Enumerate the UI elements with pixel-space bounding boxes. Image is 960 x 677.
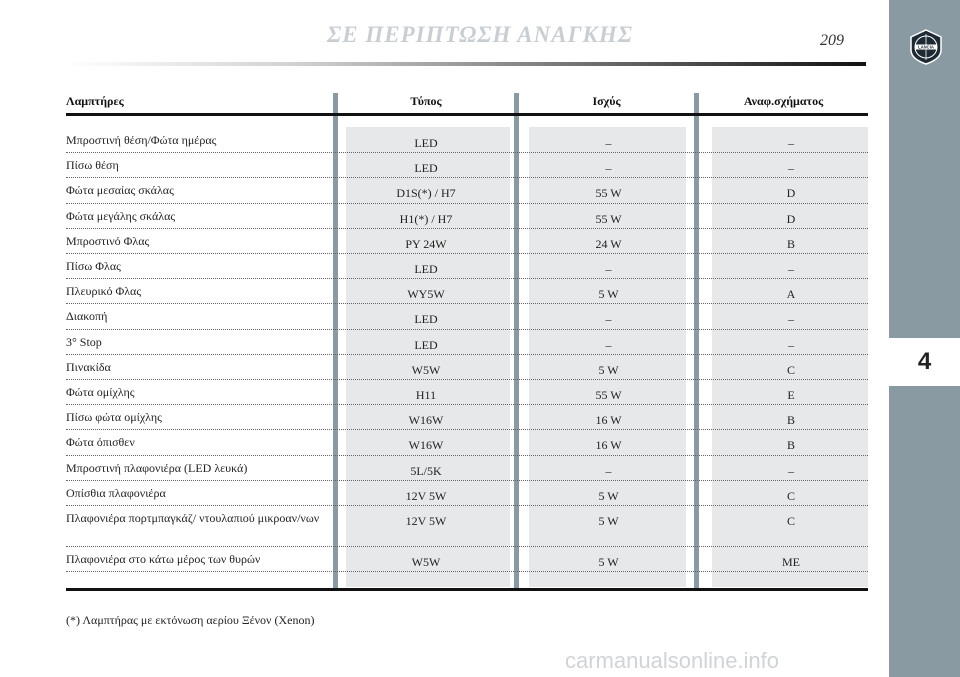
watermark: carmanualsonline.info bbox=[565, 648, 780, 673]
header-bottom-rule bbox=[66, 113, 868, 116]
bulb-type-cell: D1S(*) / H7 bbox=[396, 186, 456, 201]
table-row bbox=[66, 455, 868, 481]
bulb-power-cell: 5 W bbox=[598, 287, 619, 302]
bulb-name-cell: Πίσω Φλας bbox=[66, 259, 121, 273]
bulb-name-cell: Μπροστινό Φλας bbox=[66, 233, 150, 248]
bulb-power-cell: 5 W bbox=[598, 362, 619, 377]
column-header-power: Ισχύς bbox=[592, 94, 621, 108]
bulb-power-cell: 5 W bbox=[598, 555, 619, 569]
bulb-name-cell: Πλευρικό Φλας bbox=[66, 284, 142, 299]
column-header-figure-ref: Αναφ.σχήματος bbox=[743, 94, 824, 108]
bulb-power-cell: 16 W bbox=[595, 413, 622, 428]
figure-ref-cell: D bbox=[786, 186, 796, 201]
table-row bbox=[66, 152, 868, 178]
figure-ref-cell: C bbox=[786, 514, 795, 528]
bulb-type-cell: 12V 5W bbox=[405, 488, 447, 503]
bulb-power-cell: 55 W bbox=[595, 186, 622, 201]
page-number: 209 bbox=[820, 32, 844, 49]
bulb-type-cell: LED bbox=[414, 337, 438, 352]
bulb-type-cell: W16W bbox=[408, 438, 444, 453]
column-header-bulbs: Λαμπτήρες bbox=[66, 94, 124, 108]
bulb-type-cell: 5L/5K bbox=[410, 463, 442, 478]
bulb-type-cell: W16W bbox=[408, 413, 444, 428]
figure-ref-cell: C bbox=[786, 362, 795, 377]
bulb-power-cell: – bbox=[605, 161, 612, 176]
bulb-type-cell: PY 24W bbox=[405, 236, 447, 251]
bulb-type-cell: LED bbox=[414, 312, 438, 327]
figure-ref-cell: ME bbox=[782, 555, 800, 569]
figure-ref-cell: – bbox=[788, 136, 794, 150]
logo-text: LANCIA bbox=[918, 44, 934, 50]
bulb-type-cell: WY5W bbox=[407, 287, 445, 302]
bulb-power-cell: 55 W bbox=[595, 211, 622, 226]
table-row bbox=[66, 278, 868, 304]
table-row bbox=[66, 404, 868, 430]
bulb-name-cell: Φώτα όπισθεν bbox=[66, 435, 135, 450]
figure-ref-cell: – bbox=[788, 337, 794, 352]
lancia-logo-icon bbox=[908, 28, 944, 66]
figure-ref-cell: C bbox=[786, 488, 795, 503]
table-row bbox=[66, 177, 868, 203]
figure-ref-cell: – bbox=[788, 312, 794, 327]
table-row bbox=[66, 127, 868, 153]
bulb-name-cell: Πίσω θέση bbox=[66, 158, 119, 173]
bulb-power-cell: 5 W bbox=[598, 514, 619, 528]
bulb-name-cell: Μπροστινή πλαφονιέρα (LED λευκά) bbox=[66, 460, 248, 475]
table-row bbox=[66, 329, 868, 355]
bulb-power-cell: – bbox=[605, 337, 612, 352]
table-row bbox=[66, 546, 868, 572]
bulb-type-cell: H1(*) / H7 bbox=[399, 211, 453, 226]
table-bottom-rule bbox=[66, 588, 868, 591]
table-row bbox=[66, 253, 868, 279]
bulb-type-cell: W5W bbox=[411, 362, 441, 377]
header-rule bbox=[66, 62, 866, 66]
bulb-type-cell: LED bbox=[414, 161, 438, 176]
figure-ref-cell: – bbox=[788, 262, 794, 276]
bulb-type-cell: W5W bbox=[411, 555, 441, 569]
bulb-power-cell: – bbox=[605, 312, 612, 327]
table-row bbox=[66, 505, 868, 547]
bulb-power-cell: – bbox=[605, 136, 612, 150]
bulb-name-cell: Πινακίδα bbox=[66, 359, 111, 374]
bulb-power-cell: 16 W bbox=[595, 438, 622, 453]
figure-ref-cell: B bbox=[786, 236, 795, 251]
bulb-power-cell: 5 W bbox=[598, 488, 619, 503]
bulb-name-cell: 3° Stop bbox=[66, 334, 102, 349]
table-row bbox=[66, 379, 868, 405]
bulb-type-cell: H11 bbox=[415, 388, 437, 402]
bulb-type-cell: LED bbox=[414, 136, 438, 150]
bulb-power-cell: – bbox=[605, 463, 612, 478]
table-row bbox=[66, 429, 868, 455]
figure-ref-cell: A bbox=[786, 287, 796, 302]
bulb-name-cell: Πλαφονιέρα στο κάτω μέρος των θυρών bbox=[66, 552, 261, 566]
table-row bbox=[66, 354, 868, 380]
bulb-type-cell: 12V 5W bbox=[405, 514, 447, 528]
bulb-name-cell: Πλαφονιέρα πορτμπαγκάζ/ ντουλαπιού μικροαν/νων bbox=[66, 511, 320, 525]
bulb-name-cell: Μπροστινή θέση/Φώτα ημέρας bbox=[66, 133, 217, 147]
bulb-name-cell: Διακοπή bbox=[66, 309, 108, 324]
figure-ref-cell: – bbox=[788, 463, 794, 478]
bulb-name-cell: Φώτα μεσαίας σκάλας bbox=[66, 183, 174, 198]
column-header-type: Τύπος bbox=[410, 94, 442, 108]
table-row bbox=[66, 303, 868, 329]
table-row bbox=[66, 480, 868, 506]
bulb-power-cell: 55 W bbox=[595, 388, 622, 402]
bulb-name-cell: Πίσω φώτα ομίχλης bbox=[66, 410, 162, 425]
figure-ref-cell: B bbox=[786, 438, 795, 453]
footnote: (*) Λαμπτήρας με εκτόνωση αερίου Ξένον (Xenon) bbox=[66, 613, 315, 627]
table-row bbox=[66, 203, 868, 229]
table-row bbox=[66, 228, 868, 254]
chapter-tab[interactable]: 4 bbox=[889, 338, 960, 386]
bulb-name-cell: Οπίσθια πλαφονιέρα bbox=[66, 485, 166, 500]
figure-ref-cell: B bbox=[786, 413, 795, 428]
bulb-type-cell: LED bbox=[414, 262, 438, 276]
figure-ref-cell: – bbox=[788, 161, 794, 176]
figure-ref-cell: E bbox=[787, 388, 795, 402]
figure-ref-cell: D bbox=[786, 211, 796, 226]
bulb-name-cell: Φώτα μεγάλης σκάλας bbox=[66, 208, 176, 223]
bulb-power-cell: 24 W bbox=[595, 236, 622, 251]
bulb-power-cell: – bbox=[605, 262, 612, 276]
bulb-name-cell: Φώτα ομίχλης bbox=[66, 385, 135, 399]
section-title: ΣΕ ΠΕΡΙΠΤΩΣΗ ΑΝΑΓΚΗΣ bbox=[327, 22, 633, 47]
